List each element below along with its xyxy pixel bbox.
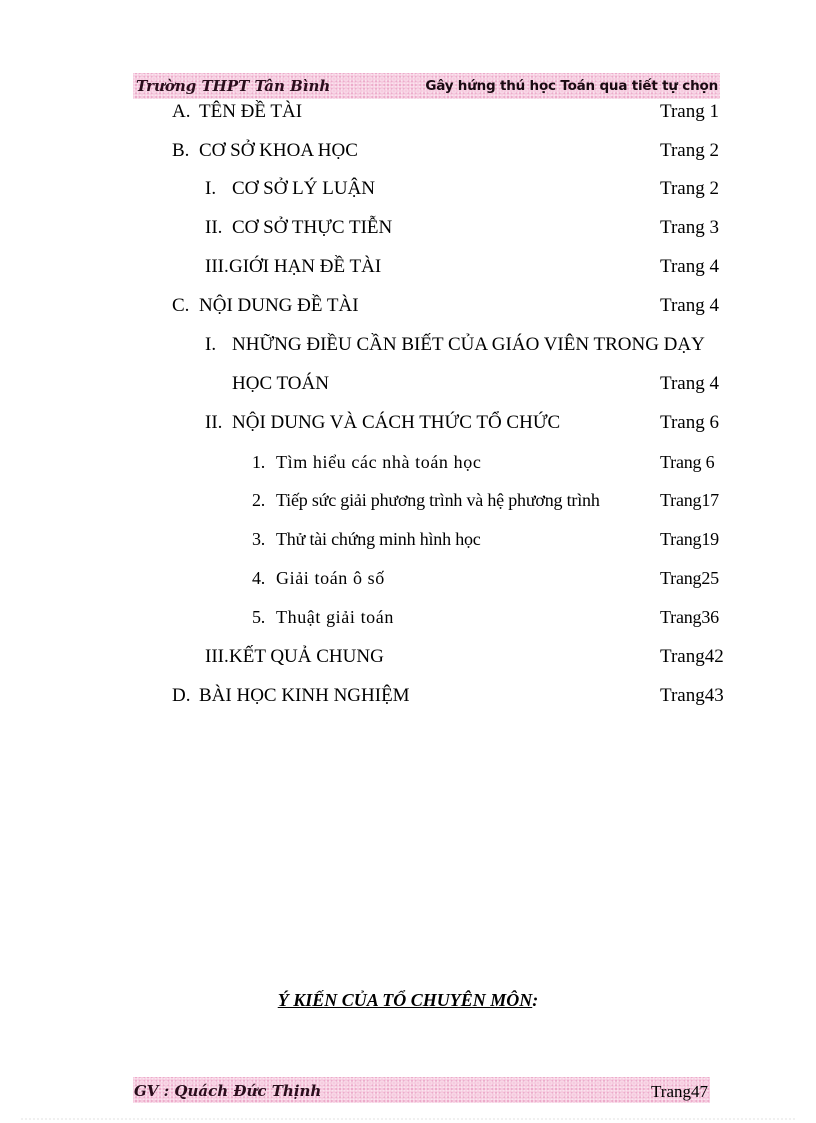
toc-entry [0,607,816,633]
toc-page: Trang 6 [660,412,719,433]
toc-page: Trang 1 [660,101,719,122]
toc-entry [0,217,816,243]
toc-label: NHỮNG ĐIỀU CẦN BIẾT CỦA GIÁO VIÊN TRONG DẠY [232,334,705,355]
toc-entry [0,140,816,166]
toc-entry [0,334,816,360]
toc-entry [0,256,816,282]
header-topic: Gây hứng thú học Toán qua tiết tự chọn [425,78,718,94]
toc-label: CƠ SỞ LÝ LUẬN [232,178,376,199]
toc-entry [0,373,816,399]
review-heading [0,990,816,1011]
toc-entry [0,101,816,127]
toc-page: Trang 6 [660,452,715,472]
toc-number: II. [205,217,223,238]
toc-page: Trang43 [660,685,724,706]
toc-number: C. [172,295,190,316]
toc-number: 3. [252,529,266,549]
toc-label: KẾT QUẢ CHUNG [229,646,384,667]
review-heading-text: Ý KIẾN CỦA TỔ CHUYÊN MÔN [277,990,533,1010]
toc-label: Thuật giải toán [276,607,394,627]
toc-number: 2. [252,490,266,510]
toc-entry [0,452,816,478]
toc-number: A. [172,101,191,122]
toc-label: NỘI DUNG VÀ CÁCH THỨC TỔ CHỨC [232,412,561,433]
toc-page: Trang19 [660,529,719,549]
toc-number: 5. [252,607,266,627]
toc-page: Trang 2 [660,140,719,161]
toc-entry [0,568,816,594]
review-heading-colon: : [532,990,539,1010]
toc-number: B. [172,140,190,161]
toc-number: III. [205,256,229,277]
toc-label: Thử tài chứng minh hình học [276,529,481,549]
toc-label: TÊN ĐỀ TÀI [199,101,303,122]
toc-number: III. [205,646,229,667]
toc-label: Tìm hiểu các nhà toán học [276,452,482,472]
toc-label: CƠ SỞ KHOA HỌC [199,140,358,161]
toc-label: NỘI DUNG ĐỀ TÀI [199,295,359,316]
footer-page-number: Trang47 [651,1082,708,1101]
footer-author: GV : Quách Đức Thịnh [134,1082,322,1100]
header-school: Trường THPT Tân Bình [136,77,331,95]
toc-page: Trang 4 [660,295,719,316]
toc-page: Trang 4 [660,373,719,394]
toc-number: 4. [252,568,266,588]
toc-entry [0,529,816,555]
toc-entry [0,646,816,672]
toc-label: Giải toán ô số [276,568,385,588]
toc-page: Trang 4 [660,256,719,277]
toc-page: Trang36 [660,607,719,627]
toc-entry [0,178,816,204]
toc-page: Trang42 [660,646,724,667]
toc-label: BÀI HỌC KINH NGHIỆM [199,685,410,706]
toc-label: HỌC TOÁN [232,373,329,394]
scan-dots-divider [20,1118,796,1120]
toc-entry [0,412,816,438]
toc-entry [0,295,816,321]
toc-label: GIỚI HẠN ĐỀ TÀI [229,256,382,277]
toc-page: Trang25 [660,568,719,588]
toc-entry [0,685,816,711]
toc-number: 1. [252,452,266,472]
toc-page: Trang 3 [660,217,719,238]
toc-number: D. [172,685,191,706]
toc-page: Trang 2 [660,178,719,199]
toc-number: II. [205,412,223,433]
toc-number: I. [205,178,217,199]
toc-label: Tiếp sức giải phương trình và hệ phương trình [276,490,600,510]
toc-label: CƠ SỞ THỰC TIỄN [232,217,393,238]
toc-number: I. [205,334,217,355]
toc-entry [0,490,816,516]
toc-page: Trang17 [660,490,719,510]
